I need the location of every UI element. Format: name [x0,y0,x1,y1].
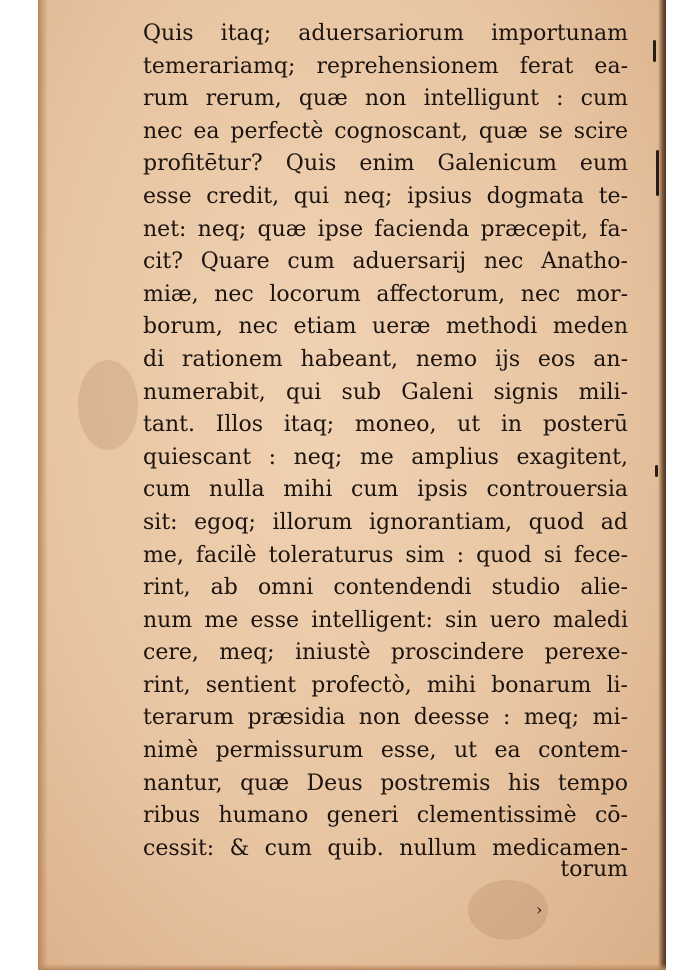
text-line: cum nulla mihi cum ipsis controuersia [143,477,628,503]
text-line: cessit: & cum quib. nullum medicamen- [143,835,628,861]
text-line: rint, sentient profectò, mihi bonarum li- [143,672,628,698]
text-line: esse credit, qui neq; ipsius dogmata te- [143,183,628,209]
text-line: terarum præsidia non deesse : meq; mi- [143,705,628,731]
text-line: nantur, quæ Deus postremis his tempo [143,770,628,796]
text-line: nimè permissurum esse, ut ea contem- [143,738,628,764]
text-line: temerariamq; reprehensionem ferat ea- [143,53,628,79]
body-text [143,18,628,865]
text-line: profitētur? Quis enim Galenicum eum [143,151,628,177]
text-line: Quis itaq; aduersariorum importunam [143,21,628,46]
page-gutter-shadow [38,0,48,970]
margin-mark [656,150,659,196]
text-line: rum rerum, quæ non intelligunt : cum [143,86,628,112]
text-line: nec ea perfectè cognoscant, quæ se scire [143,118,628,144]
book-page [38,0,666,970]
margin-mark [655,465,658,477]
catchword: torum [560,857,628,882]
page-bottom-edge [38,964,666,970]
text-line: ribus humano generi clementissimè cō- [143,803,628,829]
text-line: quiescant : neq; me amplius exagitent, [143,444,628,470]
text-line: rint, ab omni contendendi studio alie- [143,575,628,601]
text-line: miæ, nec locorum affectorum, nec mor- [143,281,628,307]
text-line: num me esse intelligent: sin uero maledi [143,607,628,633]
margin-mark [653,40,656,62]
paper-stain [78,360,138,450]
text-line: borum, nec etiam ueræ methodi meden [143,314,628,340]
signature-mark: › [536,900,543,919]
text-line: cit? Quare cum aduersarij nec Anatho- [143,249,628,275]
text-line: sit: egoq; illorum ignorantiam, quod ad [143,509,628,535]
page-edge-shadow [658,0,666,970]
text-line: cere, meq; iniustè proscindere perexe- [143,640,628,666]
text-line: tant. Illos itaq; moneo, ut in posterū [143,412,628,438]
text-line: numerabit, qui sub Galeni signis mili- [143,379,628,405]
text-line: me, facilè toleraturus sim : quod si fece- [143,542,628,568]
text-line: net: neq; quæ ipse facienda præcepit, fa- [143,216,628,242]
text-line: di rationem habeant, nemo ijs eos an- [143,346,628,372]
